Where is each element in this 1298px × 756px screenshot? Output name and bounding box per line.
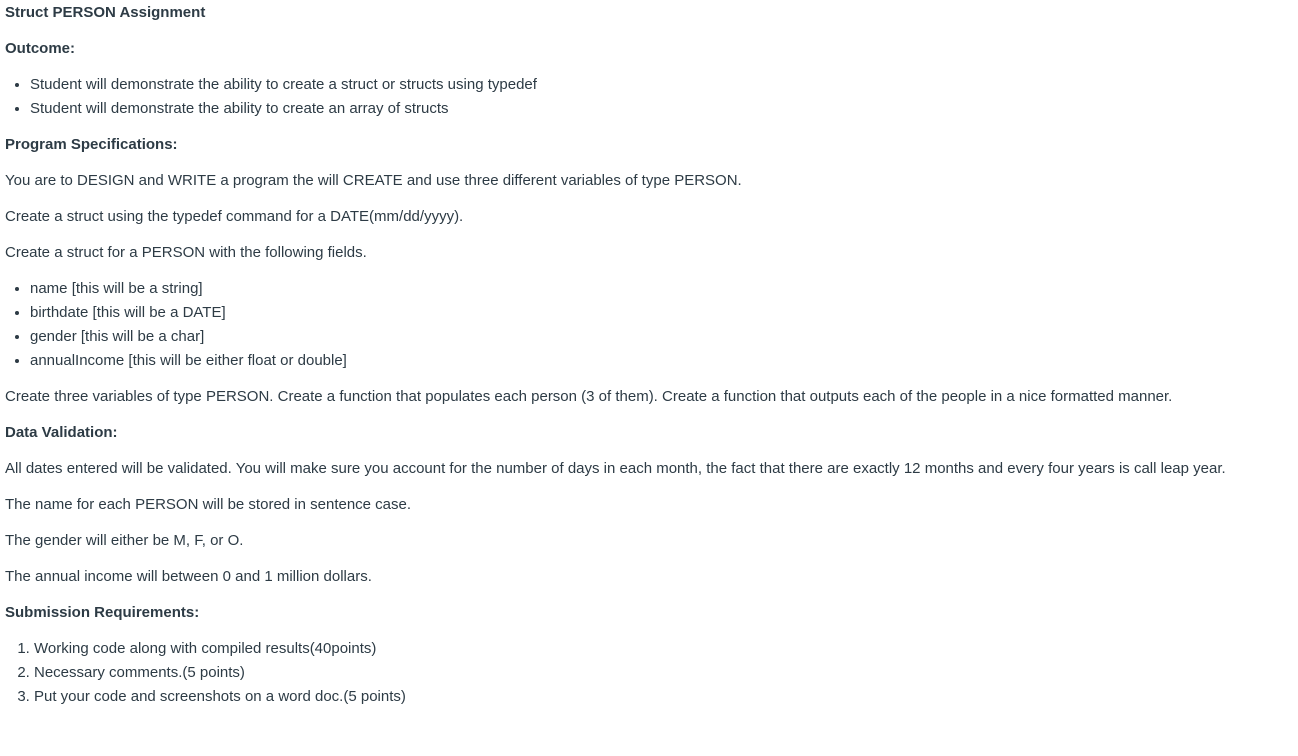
page-title: Struct PERSON Assignment xyxy=(5,4,206,21)
specs-paragraph: Create three variables of type PERSON. Create a function that populates each person (3 of them). Create a function that outputs each of the people in a nice formatted manner. xyxy=(5,388,1173,405)
submission-list xyxy=(5,637,1298,709)
specs-paragraph: You are to DESIGN and WRITE a program the will CREATE and use three different variables of type PERSON. xyxy=(5,172,742,189)
specs-heading: Program Specifications: xyxy=(5,136,178,153)
list-item: • gender [this will be a char] xyxy=(30,325,1298,349)
submission-heading: Submission Requirements: xyxy=(5,604,200,621)
person-fields-list xyxy=(5,277,1298,373)
outcome-heading: Outcome: xyxy=(5,40,76,57)
validation-paragraph: The gender will either be M, F, or O. xyxy=(5,532,244,549)
list-item: 3. Put your code and screenshots on a word doc.(5 points) xyxy=(34,685,1298,709)
list-item: • Student will demonstrate the ability to create an array of structs xyxy=(30,97,1298,121)
list-item: • birthdate [this will be a DATE] xyxy=(30,301,1298,325)
validation-paragraph: The name for each PERSON will be stored in sentence case. xyxy=(5,496,412,513)
list-item: 2. Necessary comments.(5 points) xyxy=(34,661,1298,685)
validation-paragraph: The annual income will between 0 and 1 million dollars. xyxy=(5,568,372,585)
validation-paragraph: All dates entered will be validated. You will make sure you account for the number of days in each month, the fact that there are exactly 12 months and every four years is call leap year. xyxy=(5,460,1226,477)
list-item: • annualIncome [this will be either float or double] xyxy=(30,349,1298,373)
list-item: 1. Working code along with compiled results(40points) xyxy=(34,637,1298,661)
outcome-list xyxy=(5,73,1298,121)
specs-paragraph: Create a struct using the typedef command for a DATE(mm/dd/yyyy). xyxy=(5,208,464,225)
validation-heading: Data Validation: xyxy=(5,424,118,441)
list-item: • name [this will be a string] xyxy=(30,277,1298,301)
specs-paragraph: Create a struct for a PERSON with the following fields. xyxy=(5,244,367,261)
list-item: • Student will demonstrate the ability to create a struct or structs using typedef xyxy=(30,73,1298,97)
